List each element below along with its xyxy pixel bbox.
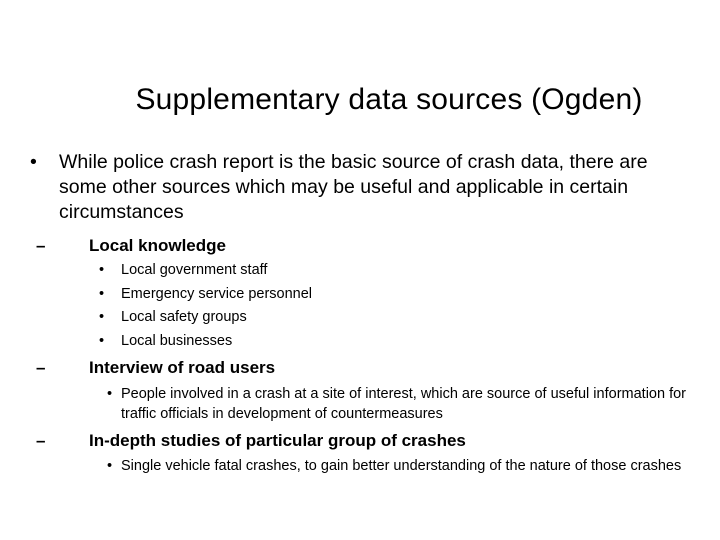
- section-list-interview: [30, 385, 698, 424]
- list-item: [30, 283, 698, 307]
- list-item: [30, 385, 698, 424]
- list-item-text: Single vehicle fatal crashes, to gain better understanding of the nature of those crashes: [121, 458, 682, 474]
- bullet-icon: •: [99, 285, 105, 302]
- bullet-icon: •: [99, 332, 105, 349]
- section-list-in-depth-studies: [30, 457, 698, 477]
- main-bullet: [30, 150, 698, 225]
- bullet-icon: •: [99, 262, 105, 278]
- dash-icon: –: [36, 431, 46, 450]
- dash-icon: –: [36, 236, 46, 255]
- section-heading-in-depth-studies: [30, 431, 698, 451]
- slide-title: Supplementary data sources (Ogden): [135, 83, 643, 116]
- list-item: [30, 457, 698, 477]
- list-item-text: People involved in a crash at a site of interest, which are source of useful information for traffic officials in development of countermeasures: [121, 386, 686, 422]
- bullet-icon: •: [107, 386, 113, 402]
- list-item-text: Local government staff: [121, 262, 268, 278]
- section-heading-local-knowledge: [30, 236, 698, 256]
- list-item-text: Emergency service personnel: [121, 285, 313, 302]
- list-item-text: Local businesses: [121, 332, 233, 349]
- section-heading-text: In-depth studies of particular group of crashes: [89, 431, 466, 450]
- section-heading-text: Interview of road users: [89, 358, 276, 377]
- bullet-icon: •: [107, 458, 113, 474]
- list-item: [30, 259, 698, 283]
- list-item: [30, 330, 698, 354]
- slide-body: [30, 150, 698, 477]
- section-heading-interview: [30, 358, 698, 378]
- bullet-icon: •: [30, 151, 37, 173]
- section-heading-text: Local knowledge: [89, 236, 226, 255]
- section-list-local-knowledge: [30, 259, 698, 353]
- list-item: [30, 306, 698, 330]
- list-item-text: Local safety groups: [121, 309, 247, 325]
- dash-icon: –: [36, 358, 46, 377]
- bullet-icon: •: [99, 309, 105, 325]
- main-bullet-text: While police crash report is the basic source of crash data, there are some other sources which may be useful and applicable in certain circumstances: [59, 151, 648, 223]
